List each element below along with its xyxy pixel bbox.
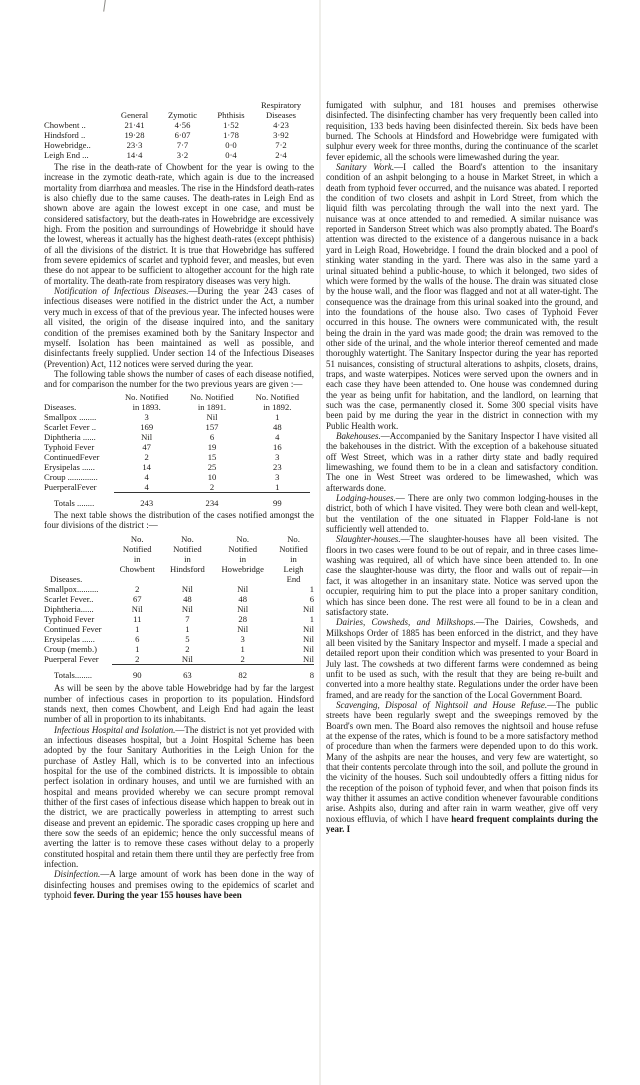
rate-row — [44, 130, 310, 140]
district-head-notified: Notified — [228, 543, 257, 554]
district-value: Nil — [131, 603, 143, 614]
cases-disease: Typhoid Fever — [44, 441, 95, 452]
district-value: 1 — [309, 583, 314, 594]
cases-disease: Scarlet Fever .. — [44, 421, 97, 432]
district-head-label: Diseases. — [50, 573, 83, 584]
rate-value: 0·0 — [225, 140, 237, 150]
district-head-in: in — [133, 553, 141, 564]
pen-mark — [103, 0, 111, 12]
paragraph-disinfection — [44, 869, 314, 900]
bakehouses-body: —Accompanied by the Sanitary Inspector I have visited all the bakehouses in the district. With the exception of a bakehouse situated off West Street, which was in a rather dirty state and badly required limewashing, we found them to be in a clean and satisfactory condition. The one in West Street was ordered to be limewashed, which was afterwards done. — [326, 431, 598, 493]
cases-value: 25 — [207, 461, 217, 472]
paragraph-hospital — [44, 725, 314, 870]
paragraph-next-table: The next table shows the distribution of the cases notified amongst the four divisions of the district :— — [44, 510, 314, 531]
cases-value: 3 — [275, 451, 280, 462]
cases-value: 4 — [275, 431, 280, 442]
district-value: Nil — [303, 603, 314, 614]
district-value: 2 — [135, 583, 140, 594]
rate-value: 4·56 — [174, 120, 191, 130]
district-total: 90 — [132, 670, 142, 681]
cases-value: 47 — [142, 441, 151, 452]
cases-value: 4 — [144, 481, 149, 492]
district-total: 8 — [309, 670, 314, 681]
cases-head-row — [44, 392, 310, 402]
district-row — [44, 634, 314, 644]
paragraph-death-rate-rise: The rise in the death-rate of Chowbent for the year is owing to the increase in the zymotic death-rate, which again is due to the increased mortality from diarrhœa and measles. The rise in the Hindsford death-rates is also chiefly due to the same causes. The death-rates in Leigh End as shown above are again the lowest except in one case, and must be considered satisfactory, but the death-rates in Howebridge are excessively high. From the position and surroundings of Howebridge it should have the lowest, whereas it actually has the highest death-rates (except phthisis) of all the divisions of the district. It is true that Howebridge has suffered from severe epidemics of scarlet and typhoid fever, and measles, but even these do not appear to be sufficient to altogether account for the high rate of mortality. The death-rate from respiratory diseases was very high. — [44, 162, 314, 286]
district-head-row — [44, 574, 314, 584]
district-disease: Puerperal Fever — [44, 653, 99, 664]
rate-value: 2·4 — [275, 150, 287, 160]
cases-totals-label: Totals ........ — [54, 498, 95, 509]
cases-value: 3 — [144, 411, 149, 422]
rate-value: 7·2 — [275, 140, 287, 150]
notification-body: —During the year 243 cases of infectious diseases were notified in the district under the Act, a number very much in excess of that of the previous year. The infected houses were all visited, the origin of the disease inquired into, and the sanitary condition of the premises examined both by the Sanitary Inspector and myself. Isolation has been maintained as well as possible, and disinfectants freely supplied. Under section 14 of the Infectious Diseases (Prevention) Act, 112 notices were served during the year. — [44, 286, 314, 369]
rate-district: Leigh End ... — [44, 150, 89, 160]
cases-value: 19 — [207, 441, 217, 452]
section-heading-hospital: Infectious Hospital and Isolation. — [54, 724, 176, 735]
cases-row — [44, 472, 310, 482]
district-head-name: Leigh — [283, 563, 304, 574]
rate-value: 1·52 — [223, 120, 239, 130]
cases-row — [44, 412, 310, 422]
district-value: Nil — [181, 653, 193, 664]
left-column — [44, 100, 314, 900]
district-value: 48 — [183, 593, 192, 604]
paragraph-bakehouses — [326, 431, 598, 493]
district-head-name: Chowbent — [119, 563, 155, 574]
cases-value: 15 — [207, 451, 217, 462]
district-head-in: in — [184, 553, 191, 564]
cases-head-year: in 1893. — [132, 401, 161, 412]
paragraph-fumigated: fumigated with sulphur, and 181 houses and premises otherwise disinfected. The disinfecting chamber has very frequently been called into requisition, 133 beds having been disinfected therein. Six beds have been burned. The Schools at Hindsford and Howebridge were fumigated with sulphur every week for three months, during the continuance of the scarlet fever epidemic, all the schools were limewashed during the year. — [326, 100, 598, 162]
district-total: 63 — [183, 670, 192, 681]
district-head-notified: Notified — [173, 543, 202, 554]
disinfection-bold-line: fever. During the year 155 houses have been — [73, 890, 242, 901]
district-disease: Croup (memb.) — [44, 643, 97, 654]
section-heading-scavenging: Scavenging, Disposal of Nightsoil and House Refuse. — [336, 699, 548, 710]
district-value: 6 — [309, 593, 314, 604]
rate-district: Howebridge.. — [44, 140, 91, 150]
cases-row — [44, 462, 310, 472]
district-value: Nil — [237, 623, 249, 634]
cases-disease: Erysipelas ...... — [44, 461, 95, 472]
district-value: 28 — [238, 613, 247, 624]
district-value: 1 — [135, 623, 140, 634]
rate-value: 19·28 — [124, 130, 145, 140]
cases-row — [44, 422, 310, 432]
district-head-end: End — [286, 573, 301, 584]
district-disease: Diphtheria...... — [44, 603, 94, 614]
cases-value: Nil — [206, 411, 218, 422]
cases-value: 3 — [275, 471, 280, 482]
cases-value: 169 — [140, 421, 154, 432]
scavenging-bold-line: heard frequent complaints during the year. I — [326, 813, 598, 835]
cases-value: 2 — [144, 451, 149, 462]
page-fold — [319, 0, 321, 1085]
paragraph-sanitary-work — [326, 162, 598, 431]
district-disease: Continued Fever — [44, 623, 102, 634]
cases-head-row — [44, 402, 310, 412]
district-value: 2 — [240, 653, 245, 664]
cases-by-district-table — [44, 534, 314, 681]
district-value: Nil — [303, 643, 314, 654]
rate-value: 6·07 — [174, 130, 191, 140]
district-head-row — [44, 564, 314, 574]
disinfection-body: —A large amount of work has been done in the way of disinfecting houses and premises owing to the epidemics of scarlet and typhoid — [44, 869, 314, 901]
paragraph-scavenging — [326, 700, 598, 834]
cases-total: 234 — [205, 498, 219, 509]
lodging-body: — There are only two common lodging-houses in the district, both of which I have visited. They were both clean and well-kept, but the ventilation of the one situated in Flapper Fold-lane is not sufficiently well attended to. — [326, 493, 598, 535]
rate-value: 3·2 — [176, 150, 189, 160]
district-value: 5 — [185, 633, 190, 644]
district-value: 1 — [309, 613, 314, 624]
district-value: Nil — [303, 623, 314, 634]
dairies-body: —The Dairies, Cowsheds, and Milkshops Order of 1885 has been enforced in the district, and they have all been visited by the Sanitary Inspector and myself. I made a special and detailed report upon their condition which was presented to your Board in July last. The cowsheds at two different farms were condemned as being unfit to be used as such, with the result that they are being re-built and converted into a more healthy state. Regulations under the order have been framed, and are ready for the sanction of the Local Government Board. — [326, 617, 598, 700]
district-value: 48 — [238, 593, 247, 604]
rate-header-respiratory-label: Respiratory Diseases — [260, 100, 302, 120]
district-value: 67 — [132, 593, 142, 604]
paragraph-following-table: The following table shows the number of cases of each disease notified, and for comparison the number for the two previous years are given :— — [44, 368, 314, 390]
rate-value: 23·3 — [126, 140, 143, 150]
cases-row — [44, 432, 310, 442]
district-head-row — [44, 534, 314, 544]
district-head-in: in — [290, 553, 297, 564]
section-heading-slaughter: Slaughter-houses. — [336, 534, 401, 545]
district-row — [44, 594, 314, 604]
cases-total: 99 — [273, 498, 282, 509]
cases-value: 16 — [273, 441, 282, 452]
paragraph-howebridge-cases: As will be seen by the above table Howebridge had by far the largest number of infectious cases in proportion to its population. Hindsford stands next, then comes Chowbent, and Leigh End had again the least number of all in proportion to its inhabitants. — [44, 683, 314, 725]
district-head-notified: Notified — [122, 543, 152, 554]
cases-value: 14 — [142, 461, 151, 472]
district-value: Nil — [237, 583, 249, 594]
rate-value: 0·4 — [225, 150, 237, 160]
paragraph-slaughter-houses — [326, 534, 598, 617]
cases-totals-row — [44, 498, 310, 508]
cases-head-year: in 1892. — [263, 401, 292, 412]
district-value: 6 — [135, 633, 140, 644]
cases-head-year: in 1891. — [197, 401, 227, 412]
district-head-row — [44, 544, 314, 554]
district-disease: Scarlet Fever.. — [44, 593, 94, 604]
district-row — [44, 624, 314, 634]
district-head-in: in — [239, 553, 247, 564]
cases-row — [44, 452, 310, 462]
cases-disease: PuerperalFever — [44, 481, 97, 492]
paragraph-dairies — [326, 617, 598, 700]
district-totals-row — [44, 670, 314, 680]
rate-value: 21·41 — [124, 120, 145, 130]
cases-head-label: Diseases. — [44, 401, 77, 412]
district-head-no: No. — [236, 533, 250, 544]
cases-head-col: No. Notified — [255, 391, 300, 402]
cases-value: 23 — [273, 461, 282, 472]
rate-row — [44, 120, 310, 130]
cases-head-col: No. Notified — [124, 391, 169, 402]
rate-value: 14·4 — [126, 150, 143, 160]
rate-row — [44, 140, 310, 150]
district-totals-label: Totals........ — [54, 670, 93, 681]
hospital-body: —The district is not yet provided with an infectious diseases hospital, but a Joint Hospital Scheme has been adopted by the four Sanitary Authorities in the Leigh Union for the purchase of Astley Hall, which is to be converted into an infectious hospital for the use of the combined districts. It is impossible to obtain perfect isolation in ordinary houses, and until we are furnished with an hospital and means provided whereby we can secure prompt removal thither of the first cases of infectious disease which happen to break out in the district, we are practically powerless in attempting to arrest such disease and prevent an epidemic. The sporadic cases cropping up here and there sow the seeds of an epidemic; hence the only successful means of averting the latter is to remove these cases without delay to a properly constituted hospital and retain them there until they are perfectly free from infection. — [44, 724, 315, 870]
section-heading-disinfection: Disinfection. — [54, 869, 101, 880]
cases-row — [44, 482, 310, 493]
rate-row — [44, 150, 310, 160]
rate-district: Hindsford .. — [44, 130, 86, 140]
rate-value: 3·92 — [273, 130, 289, 140]
cases-disease: Smallpox ........ — [44, 411, 97, 422]
district-value: Nil — [181, 583, 193, 594]
cases-disease: ContinuedFever — [44, 451, 100, 462]
rate-header-general: General — [120, 110, 149, 120]
district-row — [44, 584, 314, 594]
paragraph-lodging-houses — [326, 493, 598, 534]
cases-head-col: No. Notified — [190, 391, 234, 402]
district-head-name: Howebridge — [221, 563, 264, 574]
district-row — [44, 604, 314, 614]
district-disease: Smallpox.......... — [44, 583, 99, 594]
rate-header-phthisis: Phthisis — [217, 110, 245, 120]
cases-by-year-table — [44, 392, 310, 509]
cases-disease: Diphtheria ...... — [44, 431, 96, 442]
sanitary-body: —I called the Board's attention to the insanitary condition of an ashpit belonging to a house in Market Street, in which a death from typhoid fever occurred, and the nuisance was abated. I reported the condition of two closets and ashpit in Lord Street, from which the liquid filth was percolating through the wall into the next yard. The nuisance was at once attended to and remedied. A similar nuisance was reported in Sanderson Street which was also promptly abated. The Board's attention was directed to the existence of a dangerous nuisance in a back yard in Leigh Road, Howebridge. I found the drain blocked and a pool of stinking water standing in the yard. There was also in the same yard a urinal situated behind a public-house, to which it belonged, two sides of which were formed by the walls of the house. The drain was situated close by the house wall, and the floor was flagged and not at all water-tight. The consequence was the drainage from this urinal soaked into the ground, and into the foundations of the house also. Two cases of Typhoid Fever occurred in this house. The owners were communicated with, the result being the drain in the yard was made good; the drain was removed to the other side of the urinal, and the whole interior thereof cemented and made thoroughly watertight. The Sanitary Inspector during the year has reported 51 nuisances, consisting of structural alterations to ashpits, closets, drains, traps, and waste waterpipes. Notices were served upon the owners and in each case they have been attended to. One house was condemned during the year as being unfit for habitation, and the landlord, on learning that such was the case, permanently closed it. Some 300 special visits have been paid by me during the year in the district in connection with my Public Health work. — [326, 162, 598, 431]
cases-value: 4 — [144, 471, 149, 482]
cases-value: 10 — [207, 471, 217, 482]
rate-value: 4·23 — [273, 120, 289, 130]
district-head-no: No. — [181, 533, 194, 544]
cases-value: 1 — [275, 411, 280, 422]
district-head-no: No. — [130, 533, 144, 544]
district-value: 2 — [185, 643, 190, 654]
district-value: 1 — [135, 643, 140, 654]
section-heading-bakehouses: Bakehouses. — [336, 431, 381, 441]
paragraph-notification — [44, 286, 314, 369]
district-head-row — [44, 554, 314, 564]
district-head-no: No. — [287, 533, 300, 544]
district-disease: Typhoid Fever — [44, 613, 95, 624]
section-heading-lodging: Lodging-houses. — [336, 493, 396, 504]
district-row — [44, 644, 314, 654]
cases-total: 243 — [140, 498, 154, 509]
district-value: 1 — [240, 643, 245, 654]
cases-row — [44, 442, 310, 452]
cases-value: 1 — [275, 481, 280, 492]
district-value: Nil — [181, 603, 193, 614]
section-heading-notification: Notification of Infectious Diseases. — [54, 286, 189, 297]
district-value: Nil — [303, 633, 314, 644]
district-head-name: Hindsford — [169, 563, 205, 574]
section-heading-dairies: Dairies, Cowsheds, and Milkshops. — [336, 617, 476, 628]
district-value: 3 — [240, 633, 245, 644]
district-value: 7 — [185, 613, 190, 624]
cases-value: 157 — [205, 421, 219, 432]
right-column — [326, 100, 598, 834]
cases-value: 6 — [209, 431, 215, 442]
district-row — [44, 654, 314, 665]
cases-value: 2 — [209, 481, 215, 492]
district-value: 11 — [133, 613, 142, 624]
district-value: Nil — [303, 653, 314, 664]
rate-header-zymotic: Zymotic — [167, 110, 198, 120]
slaughter-body: —The slaughter-houses have all been visited. The floors in two cases were found to be out of repair, and in three cases lime-washing was required, all of which have since been attended to. In one case the slaughter-house was dirty, the floor and walls out of repair—in fact, it was altogether in an insanitary state. Notice was served upon the occupier, requiring him to put the place into a proper sanitary condition, which has since been done. The rest were all found to be in a clean and satisfactory state. — [326, 534, 598, 617]
district-row — [44, 614, 314, 624]
section-heading-sanitary: Sanitary Work. — [336, 162, 395, 173]
district-total: 82 — [238, 670, 247, 681]
cases-value: Nil — [141, 431, 153, 442]
scavenging-body: —The public streets have been regularly swept and the sweepings removed by the Board's own men. The Board also removes the nightsoil and house refuse at the expense of the rates, which is found to be a more satisfactory method of procedure than when the farmers were depended upon to do this work. Many of the ashpits are near the houses, and very few are watertight, so that their contents percolate through into the soil, and pollute the ground in the vicinity of the houses. Such soil undoubtedly offers a fitting nidus for the reception of the poison of typhoid fever, and when that poison finds its way thither it assumes an active condition whenever favourable conditions arise. Ashpits also, during and after rain in warm weather, give off very noxious effluvia, of which I have — [326, 699, 598, 824]
district-value: 1 — [185, 623, 190, 634]
district-value: Nil — [237, 603, 249, 614]
rate-district: Chowbent .. — [44, 120, 86, 130]
cases-value: 48 — [273, 421, 282, 432]
cases-disease: Croup .............. — [44, 471, 98, 482]
rate-value: 7·7 — [176, 140, 189, 150]
district-value: 2 — [135, 653, 140, 664]
district-head-notified: Notified — [279, 543, 308, 554]
rate-value: 1·78 — [223, 130, 239, 140]
district-disease: Erysipelas ...... — [44, 633, 95, 644]
